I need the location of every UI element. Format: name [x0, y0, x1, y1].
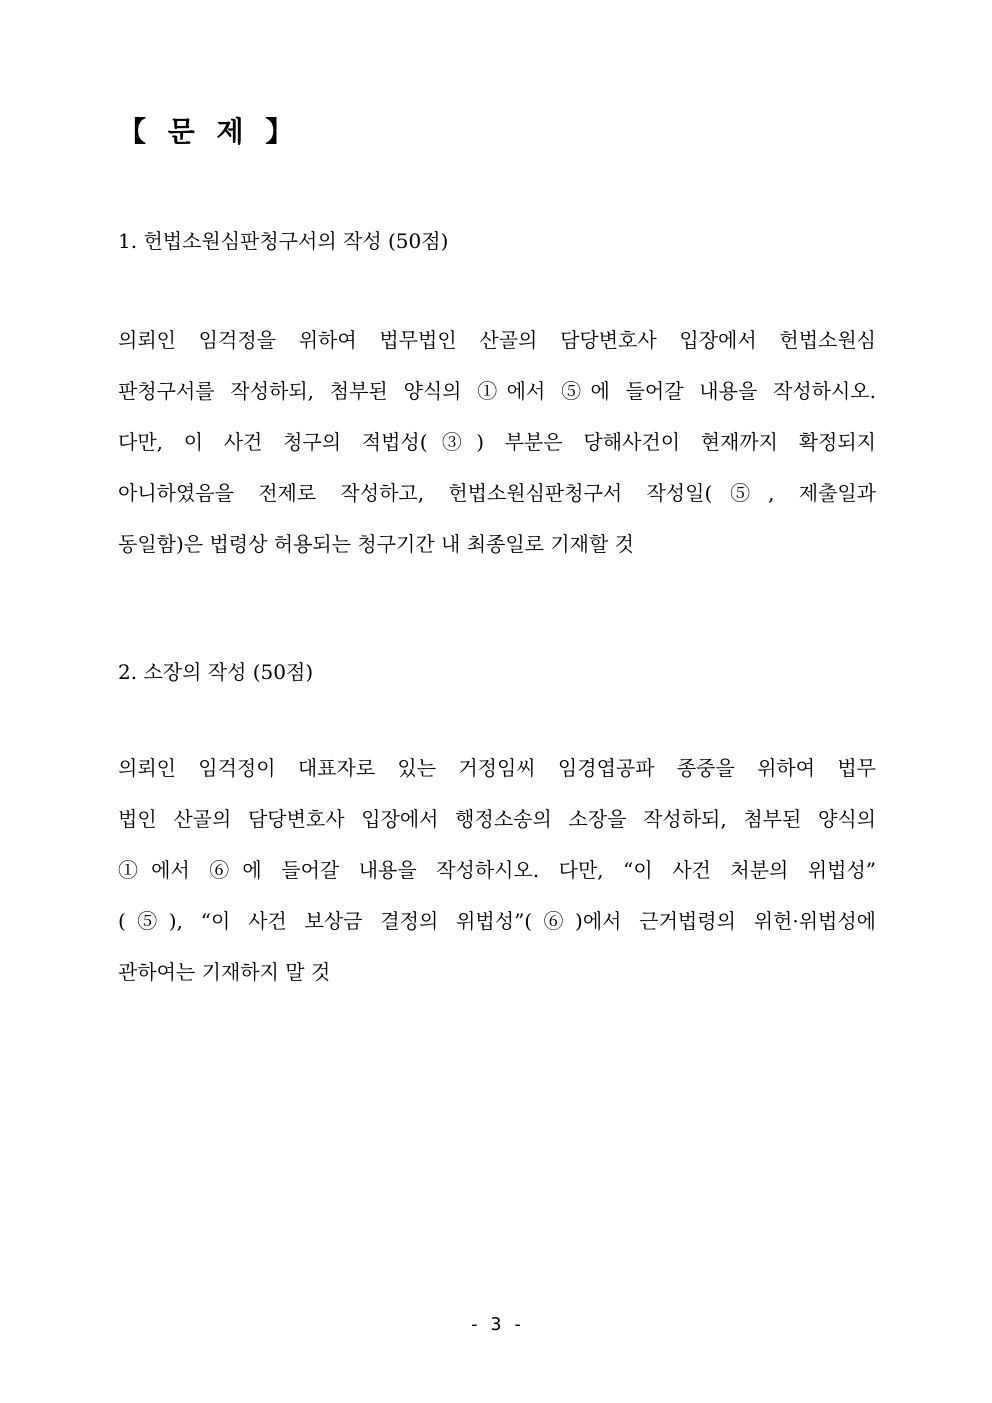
section-2-line: 관하여는 기재하지 말 것 — [118, 960, 331, 984]
section-2-line: ①에서 ⑥에 들어갈 내용을 작성하시오. 다만, “이 사건 처분의 위법성” — [118, 858, 876, 882]
section-1-body — [118, 323, 876, 578]
section-2-title: 2. 소장의 작성 (50점) — [118, 660, 314, 684]
section-1-title: 1. 헌법소원심판청구서의 작성 (50점) — [118, 229, 449, 253]
page-heading: 【 문 제 】 — [118, 115, 300, 148]
page-number: - 3 - — [468, 1314, 524, 1335]
section-2-line: 의뢰인 임걱정이 대표자로 있는 거정임씨 임경엽공파 종중을 위하여 법무 — [118, 756, 876, 780]
section-2-line: (⑤), “이 사건 보상금 결정의 위법성”(⑥)에서 근거법령의 위헌·위법성에 — [118, 909, 876, 933]
section-1-line: 동일함)은 법령상 허용되는 청구기간 내 최종일로 기재할 것 — [118, 532, 634, 556]
section-2-line: 법인 산골의 담당변호사 입장에서 행정소송의 소장을 작성하되, 첨부된 양식의 — [118, 807, 876, 831]
section-1-line: 판청구서를 작성하되, 첨부된 양식의 ①에서 ⑤에 들어갈 내용을 작성하시오. — [118, 379, 876, 403]
section-2-body — [118, 751, 876, 1006]
section-1-line: 아니하였음을 전제로 작성하고, 헌법소원심판청구서 작성일(⑤, 제출일과 — [118, 481, 876, 505]
section-1-line: 의뢰인 임걱정을 위하여 법무법인 산골의 담당변호사 입장에서 헌법소원심 — [118, 328, 876, 352]
section-1-line: 다만, 이 사건 청구의 적법성(③) 부분은 당해사건이 현재까지 확정되지 — [118, 430, 876, 454]
